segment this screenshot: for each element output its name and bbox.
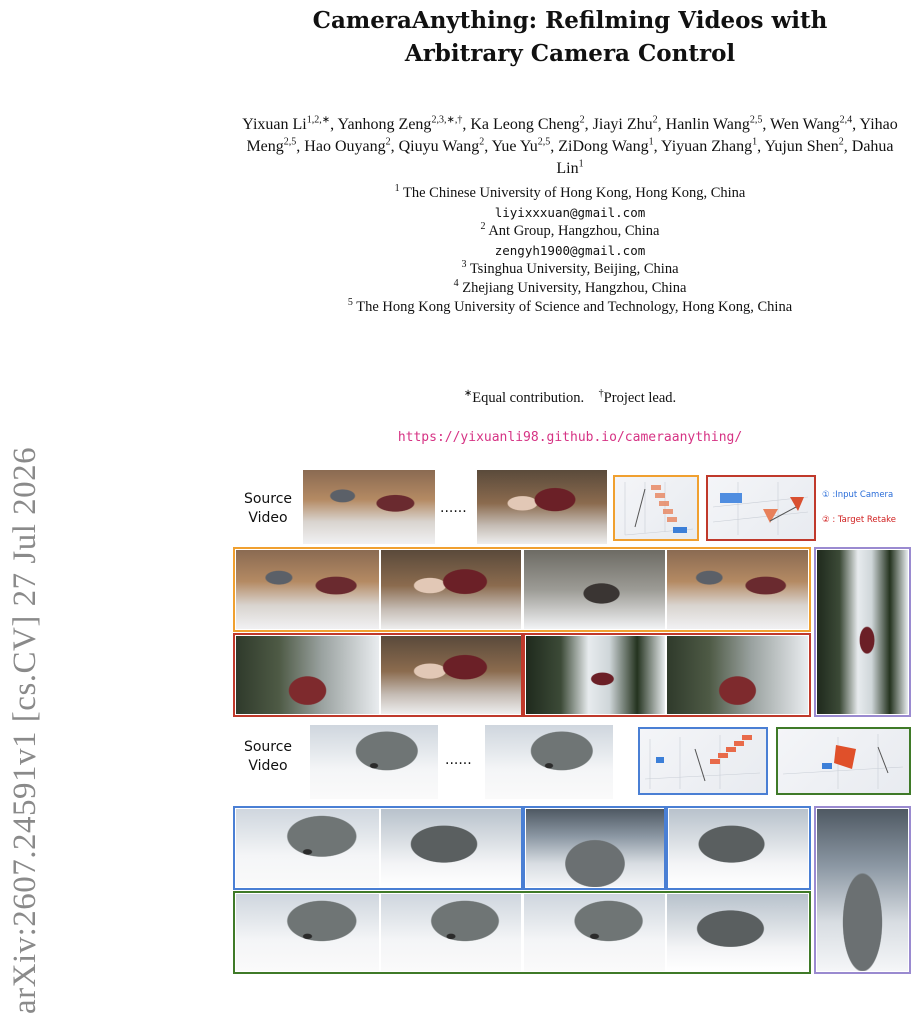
author-name: Ka Leong Cheng — [470, 116, 580, 133]
author-name: Yixuan Li — [242, 116, 307, 133]
title-line-1: CameraAnything: Refilming Videos with — [312, 7, 828, 34]
result-frame — [524, 894, 665, 971]
result-frame — [381, 550, 521, 629]
source-label-line1: Source — [243, 491, 293, 507]
author-affiliation-sup: 1 — [752, 136, 758, 148]
source-frame-first-1 — [303, 470, 435, 544]
author-name: Dahua Lin — [556, 138, 894, 177]
affiliation — [230, 279, 910, 298]
camera-trajectory-icon — [640, 729, 766, 793]
affiliation-number: 1 — [394, 183, 400, 195]
side-view-frame-1 — [817, 550, 908, 714]
result-frame — [669, 809, 808, 887]
affiliation-email[interactable]: zengyh1900@gmail.com — [494, 243, 646, 258]
camera-trajectory-icon — [778, 729, 909, 793]
result-frame — [526, 809, 664, 887]
author-name: Yiyuan Zhang — [661, 138, 753, 155]
result-frame — [236, 550, 379, 629]
author-affiliation-sup: 2 — [838, 136, 844, 148]
title-line-2: Arbitrary Camera Control — [404, 40, 736, 67]
affiliation-number: 3 — [461, 259, 467, 271]
author-affiliation-sup: 1 — [648, 136, 654, 148]
affiliation-number: 2 — [480, 221, 486, 233]
result-frame — [667, 636, 808, 714]
result-frame — [236, 894, 379, 971]
camera-trajectory-icon — [615, 477, 697, 539]
author-affiliation-sup: 2,5 — [749, 114, 763, 126]
author-affiliation-sup: 2 — [385, 136, 391, 148]
equal-symbol: ∗ — [463, 388, 473, 400]
project-lead: Project lead. — [603, 390, 677, 406]
target-camera-plot-2 — [776, 727, 911, 795]
source-label-line1: Source — [243, 739, 293, 755]
author-name: Hanlin Wang — [665, 116, 750, 133]
result-frame — [236, 809, 379, 887]
target-camera-plot-1 — [706, 475, 816, 541]
author-name: Yujun Shen — [764, 138, 839, 155]
source-frame-last-2 — [485, 725, 613, 799]
arxiv-sidebar — [0, 0, 50, 1022]
affiliation — [230, 260, 910, 279]
result-frame — [381, 894, 521, 971]
side-view-frame-2 — [817, 809, 908, 971]
author-name: Yue Yu — [491, 138, 538, 155]
author-affiliation-sup: 2,3,∗,† — [431, 114, 463, 126]
arxiv-id: arXiv:2607.24591v1 [cs.CV] 27 Jul 2026 — [7, 446, 43, 1014]
affiliation-name: Ant Group, Hangzhou, China — [485, 223, 660, 239]
author-name: Wen Wang — [770, 116, 840, 133]
result-frame — [381, 809, 521, 887]
input-camera-plot-1 — [613, 475, 699, 541]
author-name: Jiayi Zhu — [592, 116, 653, 133]
author-list: Yixuan $Li^{1,2,∗}$, Yanhong Zeng$^{2,3,∗,\dagger}$, Ka Leong Cheng$^2$, Jiayi Zhu$^2$, Hanlin Wang$^{2,5}$, Wen Wang$^{2,4}$, Yihao Meng$^{2,5}$, Hao Ouyang$^2$, Qiuyu Wang$^2$, Yue Yu$^{2,5}$, ZiDong Wang$^1$, Yiyuan Zhang$^1$, Yujun Shen$^2$, Dahua Lin$^1$ — [242, 114, 898, 177]
author-affiliation-sup: 1,2,∗ — [306, 114, 331, 126]
author-affiliation-sup: 1 — [578, 158, 584, 170]
source-video-label-2 — [236, 738, 300, 776]
affiliation-name: Zhejiang University, Hangzhou, China — [458, 280, 687, 296]
author-name: ZiDong Wang — [558, 138, 649, 155]
author-name: Yanhong Zeng — [337, 116, 432, 133]
ellipsis-1: ...... — [440, 500, 467, 516]
source-frame-last-1 — [477, 470, 607, 544]
ellipsis-2: ...... — [445, 752, 472, 768]
result-frame — [236, 636, 379, 714]
affiliation-list — [230, 184, 910, 317]
author-affiliation-sup: 2,4 — [839, 114, 853, 126]
affiliation-number: 5 — [347, 297, 353, 309]
paper-title — [230, 4, 910, 70]
result-frame — [667, 550, 808, 629]
affiliation-email[interactable]: liyixxxuan@gmail.com — [494, 205, 646, 220]
affiliation-number: 4 — [453, 278, 459, 290]
author-affiliation-sup: 2 — [579, 114, 585, 126]
author-name: Hao Ouyang — [304, 138, 386, 155]
contribution-note — [230, 390, 910, 407]
source-label-line2: Video — [248, 510, 288, 526]
affiliation — [230, 184, 910, 203]
result-frame — [524, 550, 665, 629]
legend-target-retake: ② : Target Retake — [822, 515, 897, 525]
lead-symbol: † — [598, 388, 604, 400]
result-frame — [526, 636, 665, 714]
result-frame — [381, 636, 521, 714]
author-affiliation-sup: 2 — [479, 136, 485, 148]
affiliation-name: Tsinghua University, Beijing, China — [466, 261, 679, 277]
project-url-link[interactable]: https://yixuanli98.github.io/cameraanything/ — [397, 430, 743, 445]
result-frame — [667, 894, 808, 971]
equal-contribution: Equal contribution. — [472, 390, 585, 406]
source-video-label-1 — [236, 490, 300, 528]
author-affiliation-sup: 2,5 — [537, 136, 551, 148]
author-affiliation-sup: 2 — [652, 114, 658, 126]
affiliation-name: The Hong Kong University of Science and Technology, Hong Kong, China — [352, 299, 793, 315]
legend-input-camera: ① :Input Camera — [822, 490, 894, 500]
camera-trajectory-icon — [708, 477, 814, 539]
affiliation — [230, 298, 910, 317]
affiliation — [230, 222, 910, 241]
affiliation-name: The Chinese University of Hong Kong, Hong Kong, China — [399, 185, 746, 201]
author-name: Qiuyu Wang — [398, 138, 480, 155]
input-camera-plot-2 — [638, 727, 768, 795]
author-name: Yihao Meng — [246, 116, 898, 155]
source-frame-first-2 — [310, 725, 438, 799]
author-affiliation-sup: 2,5 — [283, 136, 297, 148]
source-label-line2: Video — [248, 758, 288, 774]
